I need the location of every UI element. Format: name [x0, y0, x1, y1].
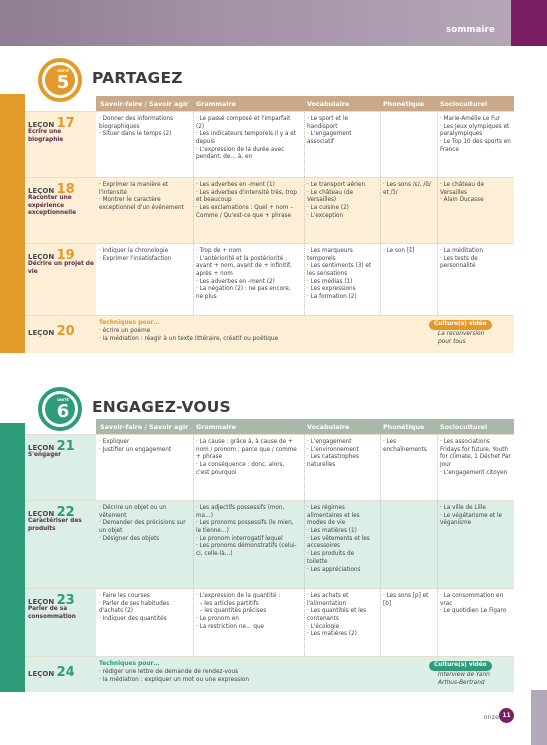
column-divider — [437, 112, 438, 177]
column-divider — [380, 112, 381, 177]
unit-title: PARTAGEZ — [92, 69, 183, 87]
lesson-number: 21 — [56, 439, 75, 454]
cell-line: · Les vêtements et les accessoires — [307, 535, 372, 550]
cell-line: · Les sons /ɛ/, /ɑ̃/ et /ɔ̃/ — [383, 182, 433, 196]
culture-video-line: Interview de Yann — [438, 672, 490, 678]
cell-line: · L'environnement — [307, 446, 359, 453]
column-divider — [193, 178, 194, 243]
table-header — [96, 96, 514, 111]
cell-line: · Les matières (1) — [307, 528, 357, 535]
lesson-sidebar — [25, 589, 96, 656]
techniques-line: · la médiation : expliquer un mot ou une expression — [99, 677, 250, 683]
unit-badge-inner — [45, 394, 75, 424]
cell-line: · Le transport aérien — [307, 182, 366, 188]
cell-line: · L'écologie — [307, 623, 340, 630]
cell-line: · L'exception — [307, 212, 344, 219]
column-divider — [437, 178, 438, 243]
lesson-label — [28, 324, 75, 339]
column-divider — [437, 244, 438, 315]
cell-socio — [440, 248, 511, 271]
cell-line: · Exprimer la manière et l'intensité — [99, 182, 170, 196]
techniques-line: · la médiation : réagir à un texte littéraire, créatif ou poétique — [99, 336, 279, 342]
unit-title: ENGAGEZ-VOUS — [92, 398, 231, 416]
lesson-subtitle: S'engager — [28, 452, 62, 458]
unit-badge-inner — [45, 65, 75, 95]
column-header: Phonétique — [383, 100, 425, 108]
cell-line: · Désigner des objets — [99, 535, 160, 542]
lesson-sidebar — [25, 178, 96, 243]
column-divider — [304, 435, 305, 500]
lesson-word: LEÇON — [28, 187, 55, 195]
cell-line: · Les expressions — [307, 286, 356, 293]
cell-savoir — [99, 505, 187, 543]
cell-line: · La cause : grâce à, à cause de + nom / pronom ; parce que / comme + phrase — [196, 439, 299, 461]
cell-vocabulaire — [307, 593, 375, 639]
lesson-word: LEÇON — [28, 670, 55, 678]
column-header: Savoir-faire / Savoir agir — [100, 423, 189, 431]
cell-line: · Expliquer — [99, 439, 130, 445]
lesson-word: LEÇON — [28, 444, 55, 452]
cell-line: · Montrer le caractère exceptionnel d'un événement — [99, 197, 184, 212]
cell-socio — [440, 182, 511, 205]
cell-phonetique — [383, 593, 431, 608]
lesson-row — [25, 243, 514, 315]
cell-line: – les articles partitifs — [196, 600, 259, 607]
cell-grammaire — [196, 248, 298, 302]
top-banner — [0, 0, 547, 46]
unit-badge — [38, 387, 82, 431]
column-divider — [437, 589, 438, 656]
column-divider — [193, 501, 194, 588]
lesson-row — [25, 177, 514, 243]
unit-header — [0, 58, 547, 100]
cell-line: · L'engagement — [307, 439, 352, 445]
lesson-number: 18 — [56, 182, 75, 197]
column-header: Socioculturel — [440, 423, 488, 431]
lesson-word: LEÇON — [28, 510, 55, 518]
cell-line: · Les tests de personnalité — [440, 255, 480, 270]
column-divider — [304, 178, 305, 243]
lesson-label — [28, 665, 75, 680]
cell-socio — [440, 593, 511, 616]
culture-video-line: Arthus-Bertrand — [438, 679, 485, 686]
column-divider — [437, 435, 438, 500]
cell-line: · La ville de Lille — [440, 505, 486, 511]
cell-grammaire — [196, 182, 298, 220]
cell-line: · Le pronom en — [196, 616, 239, 623]
cell-line: · Les sons [p] et [b] — [383, 593, 431, 607]
unit-label: UNITÉ — [57, 69, 69, 73]
lesson-subtitle: Raconter une expérience exceptionnelle — [28, 195, 77, 217]
column-header: Vocabulaire — [307, 100, 350, 108]
lesson-word: LEÇON — [28, 121, 55, 129]
unit-badge — [38, 58, 82, 102]
culture-video-line: pour tous — [438, 338, 466, 345]
techniques-line: · rédiger une lettre de demande de rendez-vous — [99, 669, 239, 675]
cell-line: · Trop de + nom — [196, 248, 242, 254]
column-divider — [380, 244, 381, 315]
cell-socio — [440, 505, 511, 528]
cell-line: · Alain Ducasse — [440, 197, 484, 204]
cell-line: · Les achats et l'alimentation — [307, 593, 351, 607]
column-header: Grammaire — [196, 100, 237, 108]
cell-line: · L'engagement citoyen — [440, 469, 508, 476]
techniques-row — [25, 656, 514, 692]
cell-line: · Les appréciations — [307, 566, 361, 573]
column-header: Savoir-faire / Savoir agir — [100, 100, 189, 108]
lesson-row — [25, 588, 514, 656]
table-header — [96, 419, 514, 434]
lesson-word: LEÇON — [28, 598, 55, 606]
cell-line: · La conséquence : donc, alors, c'est pourquoi — [196, 462, 287, 476]
column-divider — [380, 178, 381, 243]
cell-line: · Les catastrophes naturelles — [307, 454, 361, 469]
cell-grammaire — [196, 116, 298, 162]
cell-line: · Le passé composé et l'imparfait (2) — [196, 116, 293, 130]
lesson-subtitle: Parler de sa consommation — [28, 606, 76, 620]
cell-line: · Les produits de toilette — [307, 551, 356, 565]
cell-line: · Les adverbes d'intensité très, trop et beaucoup — [196, 189, 299, 204]
cell-line: · Les matières (2) — [307, 631, 357, 638]
lesson-sidebar — [25, 316, 96, 353]
cell-phonetique — [383, 182, 431, 197]
cell-line: · Donner des informations biographiques — [99, 116, 175, 130]
culture-video-title — [438, 672, 490, 688]
column-header: Vocabulaire — [307, 423, 350, 431]
lesson-number: 24 — [56, 665, 75, 680]
column-divider — [304, 501, 305, 588]
cell-line: · L'antériorité et la postériorité : avant + nom, avant de + infinitif, après + nom — [196, 255, 294, 278]
cell-phonetique — [383, 439, 431, 454]
unit-label: UNITÉ — [57, 398, 69, 402]
cell-line: · Le végétarisme et le véganisme — [440, 512, 504, 527]
lesson-sidebar — [25, 244, 96, 315]
cell-line: · La restriction ne… que — [196, 623, 265, 630]
cell-line: · La formation (2) — [307, 294, 357, 301]
cell-grammaire — [196, 593, 298, 631]
culture-video-badge: Culture(s) vidéo — [429, 320, 492, 330]
lesson-sidebar — [25, 657, 96, 692]
lesson-number: 23 — [56, 593, 75, 608]
column-divider — [193, 589, 194, 656]
cell-line: – les quantités précises — [196, 608, 267, 615]
cell-line: · Les adverbes en -ment (2) — [196, 278, 275, 285]
lesson-number: 22 — [56, 505, 75, 520]
cell-line: · Faire les courses — [99, 593, 150, 599]
lesson-number: 20 — [56, 324, 75, 339]
cell-grammaire — [196, 439, 298, 477]
cell-line: · Les enchaînements — [383, 439, 427, 453]
cell-line: · La méditation — [440, 248, 483, 254]
cell-line: · Parler de ses habitudes d'achats (2) — [99, 600, 171, 615]
lesson-word: LEÇON — [28, 253, 55, 261]
lesson-word: LEÇON — [28, 329, 55, 337]
techniques-row — [25, 315, 514, 353]
cell-line: · Situer dans le temps (2) — [99, 131, 172, 138]
cell-grammaire — [196, 505, 298, 559]
unit-accent-strip — [0, 423, 25, 692]
column-divider — [304, 589, 305, 656]
column-divider — [380, 589, 381, 656]
column-divider — [437, 501, 438, 588]
column-divider — [193, 244, 194, 315]
cell-savoir — [99, 593, 187, 624]
column-divider — [304, 244, 305, 315]
cell-vocabulaire — [307, 182, 375, 220]
cell-vocabulaire — [307, 248, 375, 302]
cell-line: · Les Jeux olympiques et paralympiques — [440, 123, 512, 138]
cell-vocabulaire — [307, 439, 375, 470]
lesson-subtitle: Écrire une biographie — [28, 129, 64, 143]
cell-line: · Le quotidien Le Figaro — [440, 608, 507, 615]
lesson-subtitle: Caractériser des produits — [28, 518, 82, 532]
cell-line: · Le château (de Versailles) — [307, 189, 355, 204]
column-divider — [193, 435, 194, 500]
column-divider — [380, 435, 381, 500]
cell-line: · Demander des précisions sur un objet — [99, 520, 188, 535]
techniques-title: Techniques pour… — [99, 320, 160, 326]
cell-phonetique — [383, 248, 431, 256]
unit-number: 5 — [56, 72, 70, 93]
cell-savoir — [99, 248, 187, 263]
cell-vocabulaire — [307, 505, 375, 574]
lesson-sidebar — [25, 112, 96, 177]
cell-socio — [440, 439, 511, 477]
cell-line: · Justifier un engagement — [99, 446, 172, 453]
cell-savoir — [99, 439, 187, 454]
cell-line: · L'expression de la quantité : — [196, 593, 281, 599]
column-divider — [304, 112, 305, 177]
column-divider — [380, 501, 381, 588]
cell-line: · Le son [ɛ̃] — [383, 248, 415, 254]
cell-line: · Les médias (1) — [307, 278, 353, 285]
culture-video-badge: Culture(s) vidéo — [429, 661, 492, 671]
cell-line: · Les régimes alimentaires et les modes de vie — [307, 505, 362, 527]
cell-line: · Marie-Amélie Le Fur — [440, 116, 501, 122]
column-divider — [193, 112, 194, 177]
section-label: sommaire — [446, 25, 495, 35]
cell-line: · Les marqueurs temporels — [307, 248, 355, 262]
cell-line: · Indiquer la chronologie — [99, 248, 169, 254]
techniques-line: · écrire un poème — [99, 328, 151, 334]
cell-line: · Les indicateurs temporels il y a et depuis — [196, 131, 298, 146]
page-number-badge: 11 — [499, 708, 514, 723]
cell-socio — [440, 116, 511, 154]
culture-video-title — [438, 331, 484, 347]
cell-line: · La cuisine (2) — [307, 205, 349, 212]
lesson-row — [25, 111, 514, 177]
cell-savoir — [99, 116, 187, 139]
cell-line: · Décrire un objet ou un vêtement — [99, 505, 169, 519]
cell-savoir — [99, 182, 187, 213]
culture-video-line: La reconversion — [438, 331, 485, 337]
cell-line: · Indiquer des quantités — [99, 616, 167, 623]
cell-vocabulaire — [307, 116, 375, 147]
cell-line: · La négation (2) : ne pas encore, ne plus — [196, 286, 293, 301]
cell-line: · La consommation en vrac — [440, 593, 505, 607]
lesson-row — [25, 500, 514, 588]
cell-line: · L'expression de la durée avec pendant, de… à, en — [196, 146, 287, 161]
techniques-title: Techniques pour… — [99, 661, 160, 667]
lesson-number: 17 — [56, 116, 75, 131]
unit-accent-strip — [0, 94, 25, 353]
section-tab — [511, 0, 547, 46]
lesson-sidebar — [25, 501, 96, 588]
cell-line: · Le sport et le handisport — [307, 116, 350, 130]
cell-line: · Les sentiments (3) et les sensations — [307, 263, 373, 278]
cell-line: · Exprimer l'insatisfaction — [99, 255, 172, 262]
cell-line: · Les adverbes en -ment (1) — [196, 182, 275, 188]
cell-line: · Les pronoms possessifs (le mien, le tienne…) — [196, 520, 296, 535]
unit-number: 6 — [56, 401, 70, 422]
cell-line: · Les associations Fridays for future, Youth for climate, 1 Déchet Par Jour — [440, 439, 513, 469]
lesson-row — [25, 434, 514, 500]
lesson-subtitle: Décrire un projet de vie — [28, 261, 94, 275]
column-header: Socioculturel — [440, 100, 488, 108]
cell-line: · Le pronom interrogatif lequel — [196, 535, 283, 542]
column-header: Grammaire — [196, 423, 237, 431]
cell-line: · Les adjectifs possessifs (mon, ma…) — [196, 505, 287, 519]
lesson-sidebar — [25, 435, 96, 500]
page-word: onze — [483, 713, 499, 721]
cell-line: · L'engagement associatif — [307, 131, 354, 146]
cell-line: · Les pronoms démonstratifs (celui-ci, celle-là…) — [196, 543, 297, 558]
cell-line: · Les quantités et les contenants — [307, 608, 368, 623]
lesson-number: 19 — [56, 248, 75, 263]
edge-decoration — [531, 690, 547, 745]
cell-line: · Le Top 10 des sports en France — [440, 139, 513, 153]
cell-line: · Les exclamations : Quel + nom – Comme / Qu'est-ce que + phrase — [196, 205, 295, 219]
cell-line: · Le château de Versailles — [440, 182, 486, 196]
column-header: Phonétique — [383, 423, 425, 431]
